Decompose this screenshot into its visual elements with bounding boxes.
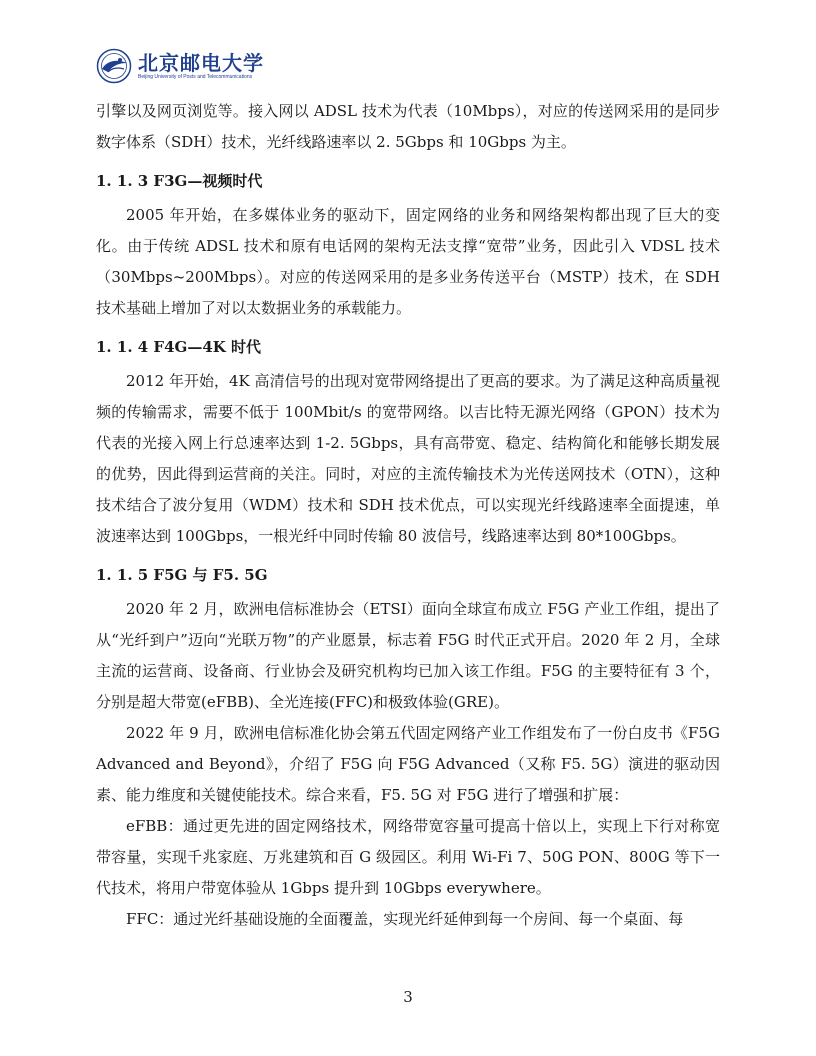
document-body <box>96 96 720 935</box>
paragraph: eFBB：通过更先进的固定网络技术，网络带宽容量可提高十倍以上，实现上下行对称宽带容量，实现千兆家庭、万兆建筑和百 G 级园区。利用 Wi-Fi 7、50G PON、800G 等下一代技术，将用户带宽体验从 1Gbps 提升到 10Gbps everywhere。 <box>96 817 720 897</box>
section-heading: 1. 1. 4 F4G—4K 时代 <box>96 338 262 356</box>
university-emblem-icon <box>96 48 132 84</box>
paragraph: 2005 年开始，在多媒体业务的驱动下，固定网络的业务和网络架构都出现了巨大的变化。由于传统 ADSL 技术和原有电话网的架构无法支撑“宽带”业务，因此引入 VDSL 技术（30Mbps~200Mbps）。对应的传送网采用的是多业务传送平台（MSTP）技术，在 SDH 技术基础上增加了对以太数据业务的承载能力。 <box>96 206 720 317</box>
university-logo <box>138 52 264 81</box>
section-heading: 1. 1. 3 F3G—视频时代 <box>96 172 263 190</box>
paragraph: 2022 年 9 月，欧洲电信标准化协会第五代固定网络产业工作组发布了一份白皮书《F5G Advanced and Beyond》，介绍了 F5G 向 F5G Advanced（又称 F5. 5G）演进的驱动因素、能力维度和关键使能技术。综合来看，F5. 5G 对 F5G 进行了增强和扩展： <box>96 724 720 804</box>
page-header <box>96 44 264 88</box>
university-name-en: Beijing University of Posts and Telecommunications <box>138 73 253 80</box>
paragraph: FFC：通过光纤基础设施的全面覆盖，实现光纤延伸到每一个房间、每一个桌面、每 <box>126 910 684 928</box>
paragraph: 引擎以及网页浏览等。接入网以 ADSL 技术为代表（10Mbps），对应的传送网采用的是同步数字体系（SDH）技术，光纤线路速率以 2. 5Gbps 和 10Gbps 为主。 <box>96 102 720 151</box>
section-heading: 1. 1. 5 F5G 与 F5. 5G <box>96 566 268 584</box>
university-name-cn: 北京邮电大学 <box>138 50 264 75</box>
paragraph: 2020 年 2 月，欧洲电信标准协会（ETSI）面向全球宣布成立 F5G 产业工作组，提出了从“光纤到户”迈向“光联万物”的产业愿景，标志着 F5G 时代正式开启。2020 年 2 月，全球主流的运营商、设备商、行业协会及研究机构均已加入该工作组。F5G 的主要特征有 3 个，分别是超大带宽(eFBB)、全光连接(FFC)和极致体验(GRE)。 <box>96 600 720 711</box>
page-number: 3 <box>403 988 413 1006</box>
paragraph: 2012 年开始，4K 高清信号的出现对宽带网络提出了更高的要求。为了满足这种高质量视频的传输需求，需要不低于 100Mbit/s 的宽带网络。以吉比特无源光网络（GPON）技术为代表的光接入网上行总速率达到 1-2. 5Gbps，具有高带宽、稳定、结构简化和能够长期发展的优势，因此得到运营商的关注。同时，对应的主流传输技术为光传送网技术（OTN），这种技术结合了波分复用（WDM）技术和 SDH 技术优点，可以实现光纤线路速率全面提速，单波速率达到 100Gbps，一根光纤中同时传输 80 波信号，线路速率达到 80*100Gbps。 <box>96 372 720 545</box>
